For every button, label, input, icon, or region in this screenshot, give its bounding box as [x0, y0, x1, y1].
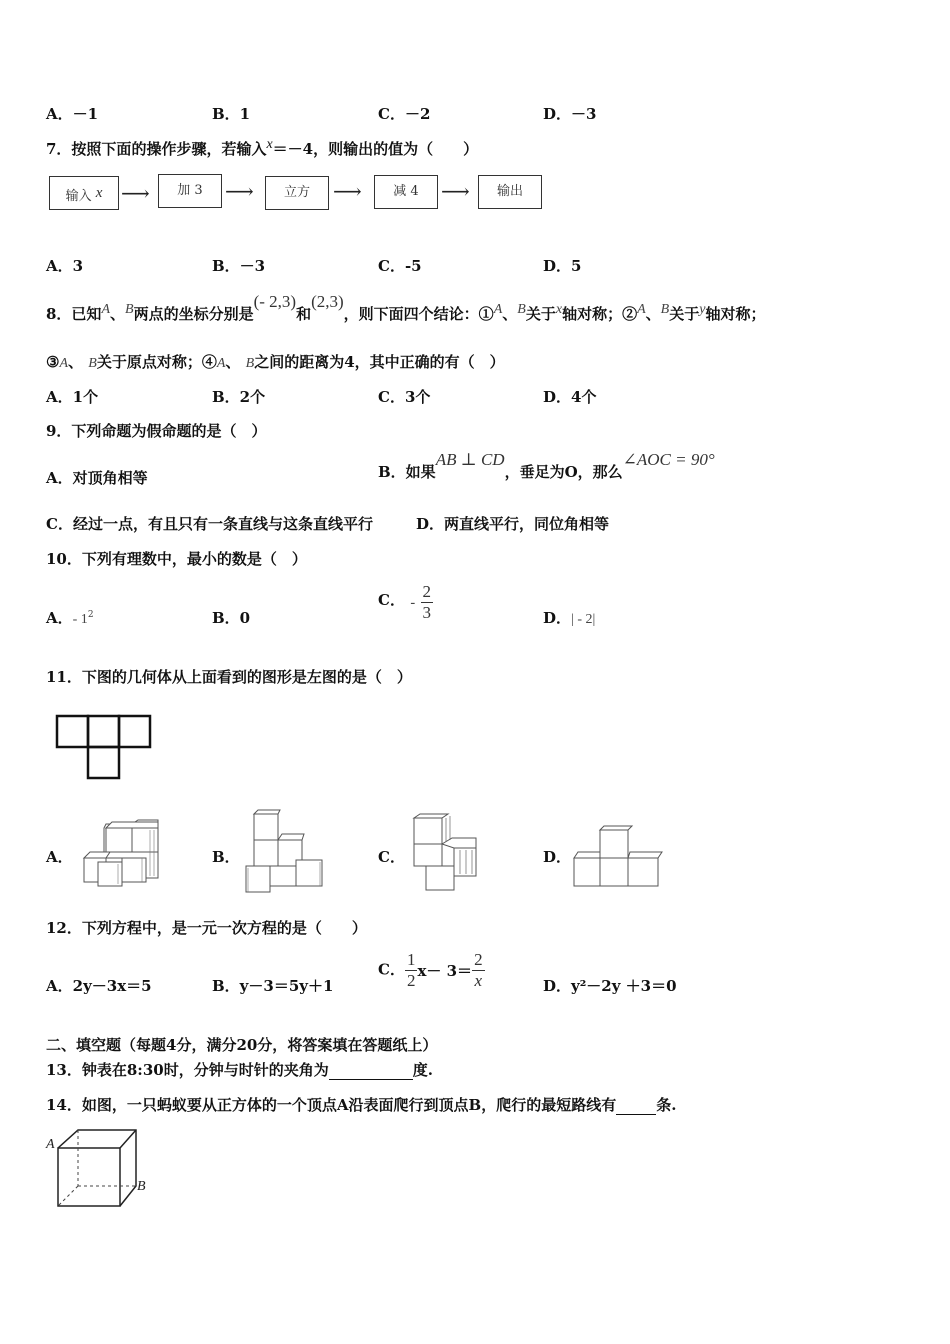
- flow-arrow-3: ⟶: [333, 179, 362, 203]
- q8-option-c: C．3个: [378, 388, 431, 406]
- q9-option-d: D．两直线平行，同位角相等: [416, 515, 610, 533]
- q12-option-d: D．y²－2y ＋3＝0: [543, 977, 677, 995]
- q11-option-c: C．: [378, 848, 405, 866]
- q10-option-d: D．| - 2|: [543, 609, 596, 627]
- q8-question-line1: 8．已知$^A$、$^B$两点的坐标分别是(- 2,3)和(2,3)，则下面四个结论：①$^A$、$^B$关于$^x$轴对称；②$^A$、$^B$关于$^y$轴对称；: [46, 292, 766, 323]
- section-heading-fill-blank: 二、填空题（每题4分，满分20分，将答案填在答题纸上）: [46, 1036, 438, 1054]
- q9-option-a: A．对顶角相等: [46, 469, 148, 487]
- q14-question: 14．如图，一只蚂蚁要从正方体的一个顶点A沿表面爬行到顶点B，爬行的最短路线有 条.: [46, 1096, 677, 1114]
- top-view-figure: [55, 714, 155, 782]
- fraction-two-thirds: $\frac{2}{3}$: [422, 582, 431, 622]
- q8-question-line2: ③A、 B关于原点对称；④A、 B之间的距离为4，其中正确的有（ ）: [46, 353, 505, 371]
- cube-label-b: B: [137, 1179, 146, 1194]
- q8-option-d: D．4个: [543, 388, 597, 406]
- flow-output-box: 输出: [478, 175, 542, 209]
- q13-question: 13．钟表在8:30时，分钟与时针的夹角为 度.: [46, 1061, 433, 1079]
- q6-option-c: C．－2: [378, 105, 431, 123]
- flow-input-box: 输入 x: [49, 176, 119, 210]
- q12-question: 12．下列方程中，是一元一次方程的是（ ）: [46, 919, 367, 937]
- q10-option-c: C． - $\frac{2}{3}$: [378, 582, 431, 622]
- q10-question: 10．下列有理数中，最小的数是（ ）: [46, 550, 307, 568]
- q11-option-d: D．: [543, 848, 572, 866]
- q7-option-d: D．5: [543, 257, 582, 275]
- q10-option-b: B．0: [212, 609, 251, 627]
- flow-add3-box: 加 3: [158, 174, 222, 208]
- q7-option-b: B．－3: [212, 257, 266, 275]
- q8-option-b: B．2个: [212, 388, 266, 406]
- q7-question: 7．按照下面的操作步骤，若输入$^x$＝－4，则输出的值为（ ）: [46, 137, 479, 158]
- q6-option-d: D．－3: [543, 105, 597, 123]
- q9-question: 9．下列命题为假命题的是（ ）: [46, 422, 267, 440]
- q10-option-a: A．- $1^2$: [46, 609, 94, 627]
- q11-option-b: B．: [212, 848, 240, 866]
- q11-option-a: A．: [46, 848, 73, 866]
- q12-option-a: A．2y－3x＝5: [46, 977, 152, 995]
- solid-option-d: [570, 824, 666, 888]
- cube-label-a: A: [46, 1137, 55, 1152]
- solid-option-a: [80, 818, 164, 890]
- q8-option-a: A．1个: [46, 388, 99, 406]
- q13-answer-blank[interactable]: [329, 1063, 413, 1080]
- flow-cube-box: 立方: [265, 176, 329, 210]
- solid-option-b: [240, 808, 330, 896]
- q7-option-c: C．-5: [378, 257, 422, 275]
- solid-option-c: [406, 812, 482, 892]
- q9-option-c: C．经过一点，有且只有一条直线与这条直线平行: [46, 515, 373, 533]
- flow-sub4-box: 减 4: [374, 175, 438, 209]
- fraction-two-over-x: $\frac{2}{x}$: [474, 950, 483, 990]
- q9-option-b: B．如果AB ⊥ CD，垂足为O，那么∠AOC = 90°: [378, 450, 715, 481]
- flow-arrow-1: ⟶: [121, 181, 150, 205]
- q6-option-b: B．1: [212, 105, 251, 123]
- flow-arrow-4: ⟶: [441, 179, 470, 203]
- fraction-one-half: $\frac{1}{2}$: [406, 950, 416, 990]
- q11-question: 11．下图的几何体从上面看到的图形是左图的是（ ）: [46, 668, 412, 686]
- q12-option-c: C． $\frac{1}{2}$ x－ 3＝ $\frac{2}{x}$: [378, 950, 483, 990]
- flow-arrow-2: ⟶: [225, 179, 254, 203]
- q6-option-a: A．－1: [46, 105, 99, 123]
- q7-option-a: A．3: [46, 257, 84, 275]
- cube-figure: [44, 1126, 154, 1210]
- q14-answer-blank[interactable]: [616, 1098, 656, 1115]
- q12-option-b: B．y－3＝5y＋1: [212, 977, 334, 995]
